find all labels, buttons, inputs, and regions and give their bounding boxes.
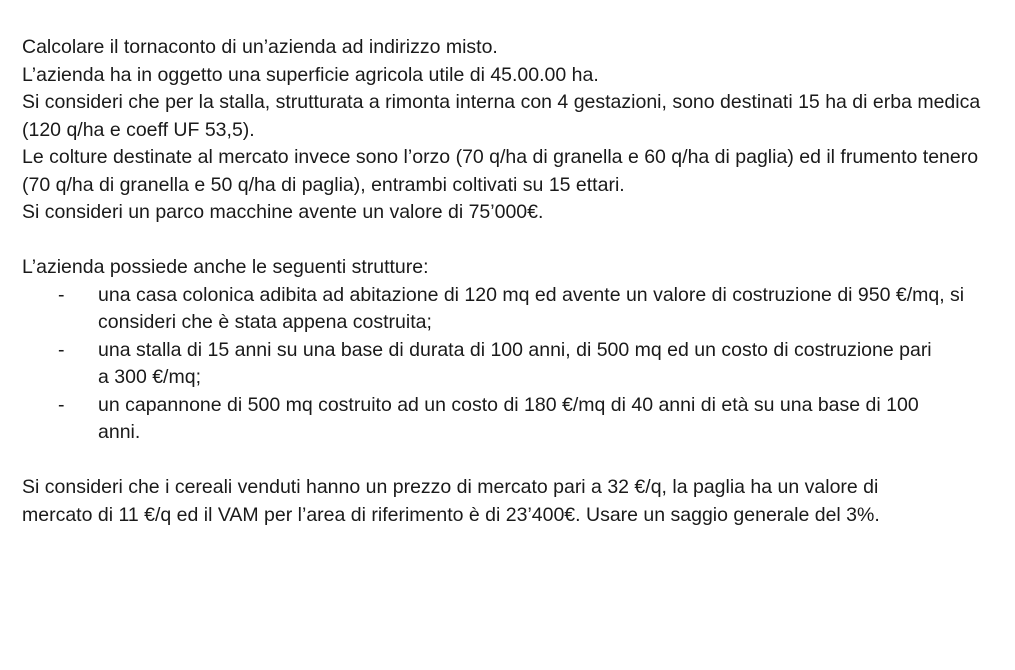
- structures-section: [22, 254, 1002, 447]
- dash-bullet: -: [58, 393, 65, 416]
- paragraph-spacer: [22, 227, 1002, 255]
- intro-paragraph: [22, 34, 1002, 227]
- intro-line: Si consideri un parco macchine avente un valore di 75’000€.: [22, 201, 544, 223]
- intro-line: Si consideri che per la stalla, strutturata a rimonta interna con 4 gestazioni, sono destinati 15 ha di erba medica (120 q/ha e coeff UF 53,5).: [22, 91, 981, 141]
- list-item-text: un capannone di 500 mq costruito ad un costo di 180 €/mq di 40 anni di età su una base di 100 anni.: [98, 393, 919, 443]
- list-item: [22, 282, 982, 337]
- intro-line: L’azienda ha in oggetto una superficie agricola utile di 45.00.00 ha.: [22, 63, 599, 86]
- list-item-text: una casa colonica adibita ad abitazione di 120 mq ed avente un valore di costruzione di 950 €/mq, si consideri che è stata appena costruita;: [98, 283, 965, 333]
- closing-text: Si consideri che i cereali venduti hanno un prezzo di mercato pari a 32 €/q, la paglia ha un valore di mercato di 11 €/q ed il VAM per l’area di riferimento è di 23’400€. Usare un saggio generale del 3%.: [22, 476, 880, 526]
- closing-paragraph: [22, 474, 1002, 529]
- list-item-text: una stalla di 15 anni su una base di durata di 100 anni, di 500 mq ed un costo di costruzione pari a 300 €/mq;: [98, 338, 932, 388]
- intro-line: Calcolare il tornaconto di un’azienda ad indirizzo misto.: [22, 36, 498, 58]
- paragraph-spacer: [22, 447, 1002, 475]
- dash-bullet: -: [58, 283, 65, 306]
- structures-heading: L’azienda possiede anche le seguenti strutture:: [22, 256, 429, 278]
- structures-list: [22, 282, 1002, 447]
- dash-bullet: -: [58, 338, 65, 361]
- intro-line: Le colture destinate al mercato invece sono l’orzo (70 q/ha di granella e 60 q/ha di paglia) ed il frumento tenero (70 q/ha di granella e 50 q/ha di paglia), entrambi coltivati su 15 ettari.: [22, 146, 979, 196]
- list-item: [22, 392, 960, 447]
- list-item: [22, 337, 938, 392]
- document-body: [22, 34, 1002, 529]
